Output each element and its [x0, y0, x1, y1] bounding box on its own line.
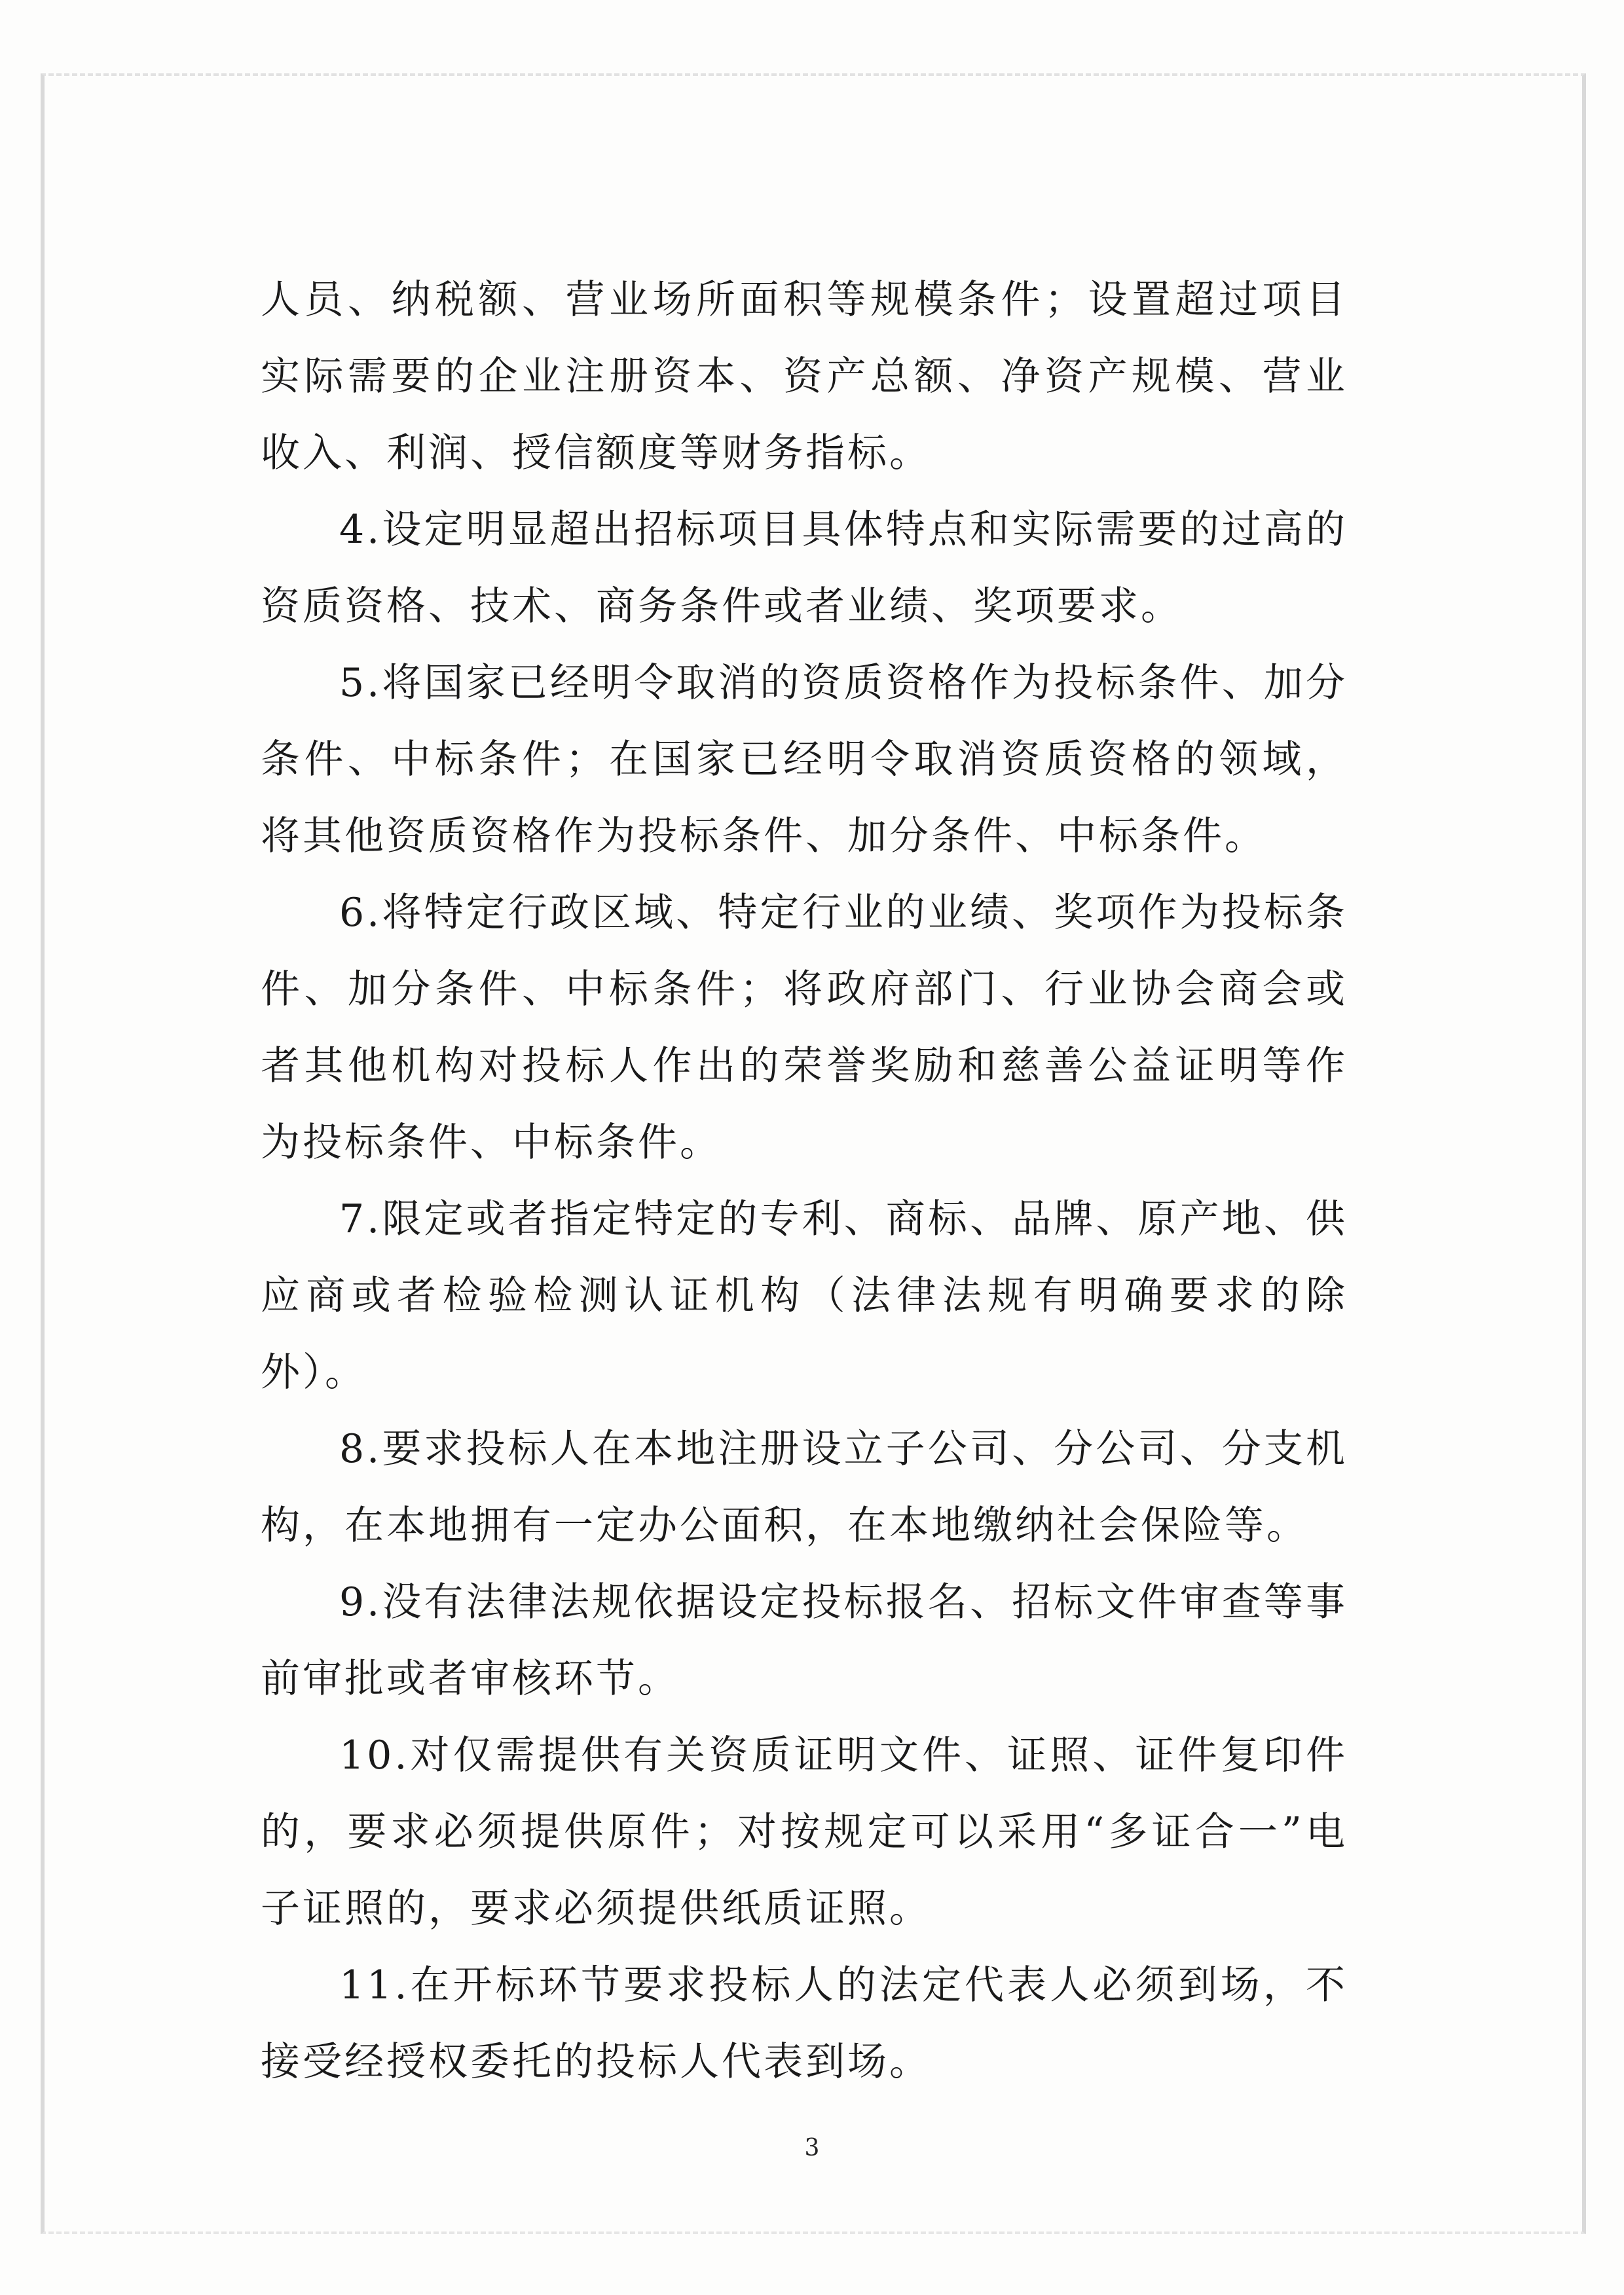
page-number: 3	[804, 2135, 820, 2161]
paragraph-item-6: 6.将特定行政区域、特定行业的业绩、奖项作为投标条件、加分条件、中标条件；将政府部门、行业协会商会或者其他机构对投标人作出的荣誉奖励和慈善公益证明等作为投标条件、中标条件。	[261, 890, 1348, 1166]
document-body	[261, 262, 1348, 2101]
paragraph-item-10: 10.对仅需提供有关资质证明文件、证照、证件复印件的，要求必须提供原件；对按规定可以采用“多证合一”电子证照的，要求必须提供纸质证照。	[261, 1733, 1348, 1932]
paragraph-item-5: 5.将国家已经明令取消的资质资格作为投标条件、加分条件、中标条件；在国家已经明令取消资质资格的领域，将其他资质资格作为投标条件、加分条件、中标条件。	[261, 660, 1348, 859]
paragraph-item-7: 7.限定或者指定特定的专利、商标、品牌、原产地、供应商或者检验检测认证机构（法律法规有明确要求的除外）。	[261, 1196, 1348, 1395]
paragraph-item-4: 4.设定明显超出招标项目具体特点和实际需要的过高的资质资格、技术、商务条件或者业绩、奖项要求。	[261, 507, 1348, 629]
paragraph-continuation: 人员、纳税额、营业场所面积等规模条件；设置超过项目实际需要的企业注册资本、资产总额、净资产规模、营业收入、利润、授信额度等财务指标。	[261, 277, 1348, 476]
paragraph-item-9: 9.没有法律法规依据设定投标报名、招标文件审查等事前审批或者审核环节。	[261, 1579, 1348, 1702]
paragraph-item-11: 11.在开标环节要求投标人的法定代表人必须到场，不接受经授权委托的投标人代表到场。	[261, 1962, 1348, 2085]
paragraph-item-8: 8.要求投标人在本地注册设立子公司、分公司、分支机构，在本地拥有一定办公面积，在本地缴纳社会保险等。	[261, 1426, 1348, 1549]
